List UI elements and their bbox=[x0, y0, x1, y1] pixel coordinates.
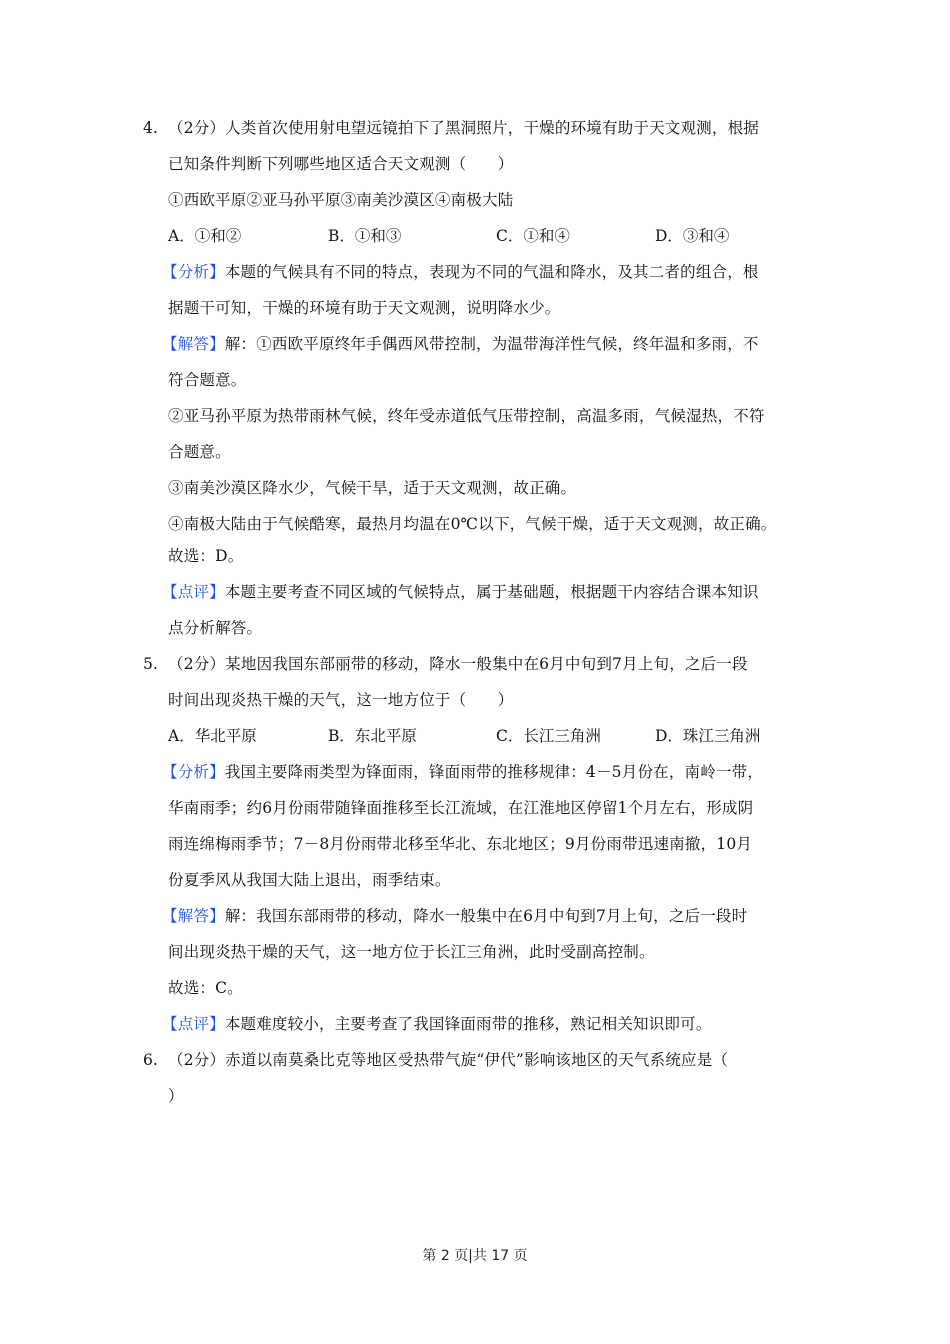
question-stem-line: （2分）人类首次使用射电望远镜拍下了黑洞照片，干燥的环境有助于天文观测，根据 bbox=[168, 119, 759, 137]
option-d: D．③和④ bbox=[655, 227, 730, 245]
analysis-tag: 【分析】 bbox=[162, 763, 225, 781]
answer-choice: 故选：D。 bbox=[168, 547, 244, 565]
answer-line: 合题意。 bbox=[168, 443, 231, 461]
answer-tag: 【解答】 bbox=[162, 907, 225, 925]
answer-tag: 【解答】 bbox=[162, 335, 225, 353]
answer-line: 符合题意。 bbox=[168, 371, 247, 389]
comment-tag: 【点评】 bbox=[162, 583, 225, 601]
analysis-line: 华南雨季；约6月份雨带随锋面推移至长江流域，在江淮地区停留1个月左右，形成阴 bbox=[168, 799, 754, 817]
analysis-section: 【分析】我国主要降雨类型为锋面雨，锋面雨带的推移规律：4－5月份在，南岭一带， bbox=[162, 763, 764, 781]
question-score: （2分） bbox=[168, 1051, 226, 1069]
question-stem-line: ） bbox=[168, 1087, 184, 1105]
question-score: （2分） bbox=[168, 655, 226, 673]
question-stem-line: （2分）赤道以南莫桑比克等地区受热带气旋“伊代”影响该地区的天气系统应是（ bbox=[168, 1051, 729, 1069]
question-items: ①西欧平原②亚马孙平原③南美沙漠区④南极大陆 bbox=[168, 191, 514, 209]
analysis-tag: 【分析】 bbox=[162, 263, 225, 281]
answer-line: ③南美沙漠区降水少，气候干旱，适于天文观测，故正确。 bbox=[168, 479, 577, 497]
answer-line: ②亚马孙平原为热带雨林气候，终年受赤道低气压带控制，高温多雨，气候湿热，不符 bbox=[168, 407, 765, 425]
question-number: 5. bbox=[143, 655, 158, 673]
option-c: C．①和④ bbox=[496, 227, 570, 245]
option-d: D．珠江三角洲 bbox=[655, 727, 761, 745]
option-c: C．长江三角洲 bbox=[496, 727, 601, 745]
option-b: B．东北平原 bbox=[328, 727, 417, 745]
analysis-section: 【分析】本题的气候具有不同的特点，表现为不同的气温和降水，及其二者的组合，根 bbox=[162, 263, 759, 281]
answer-choice: 故选：C。 bbox=[168, 979, 243, 997]
option-a: A．①和② bbox=[168, 227, 242, 245]
answer-section: 【解答】解：①西欧平原终年手偶西风带控制，为温带海洋性气候，终年温和多雨，不 bbox=[162, 335, 759, 353]
page-footer: 第 2 页|共 17 页 bbox=[422, 1248, 528, 1264]
question-score: （2分） bbox=[168, 119, 226, 137]
analysis-line: 雨连绵梅雨季节；7－8月份雨带北移至华北、东北地区；9月份雨带迅速南撤，10月 bbox=[168, 835, 753, 853]
option-a: A．华北平原 bbox=[168, 727, 257, 745]
comment-line: 点分析解答。 bbox=[168, 619, 263, 637]
question-stem-line: 已知条件判断下列哪些地区适合天文观测（ ） bbox=[168, 155, 514, 173]
question-stem-line: （2分）某地因我国东部丽带的移动，降水一般集中在6月中旬到7月上旬，之后一段 bbox=[168, 655, 748, 673]
question-number: 4. bbox=[143, 119, 158, 137]
question-number: 6. bbox=[143, 1051, 158, 1069]
answer-section: 【解答】解：我国东部雨带的移动，降水一般集中在6月中旬到7月上旬，之后一段时 bbox=[162, 907, 748, 925]
comment-section: 【点评】本题难度较小，主要考查了我国锋面雨带的推移，熟记相关知识即可。 bbox=[162, 1015, 712, 1033]
comment-section: 【点评】本题主要考查不同区域的气候特点，属于基础题，根据题干内容结合课本知识 bbox=[162, 583, 759, 601]
question-stem-line: 时间出现炎热干燥的天气，这一地方位于（ ） bbox=[168, 691, 514, 709]
option-b: B．①和③ bbox=[328, 227, 402, 245]
comment-tag: 【点评】 bbox=[162, 1015, 225, 1033]
answer-line: ④南极大陆由于气候酷寒，最热月均温在0℃以下，气候干燥，适于天文观测，故正确。 bbox=[168, 515, 777, 533]
analysis-line: 份夏季风从我国大陆上退出，雨季结束。 bbox=[168, 871, 451, 889]
analysis-line: 据题干可知，干燥的环境有助于天文观测，说明降水少。 bbox=[168, 299, 561, 317]
answer-line: 间出现炎热干燥的天气，这一地方位于长江三角洲，此时受副高控制。 bbox=[168, 943, 655, 961]
